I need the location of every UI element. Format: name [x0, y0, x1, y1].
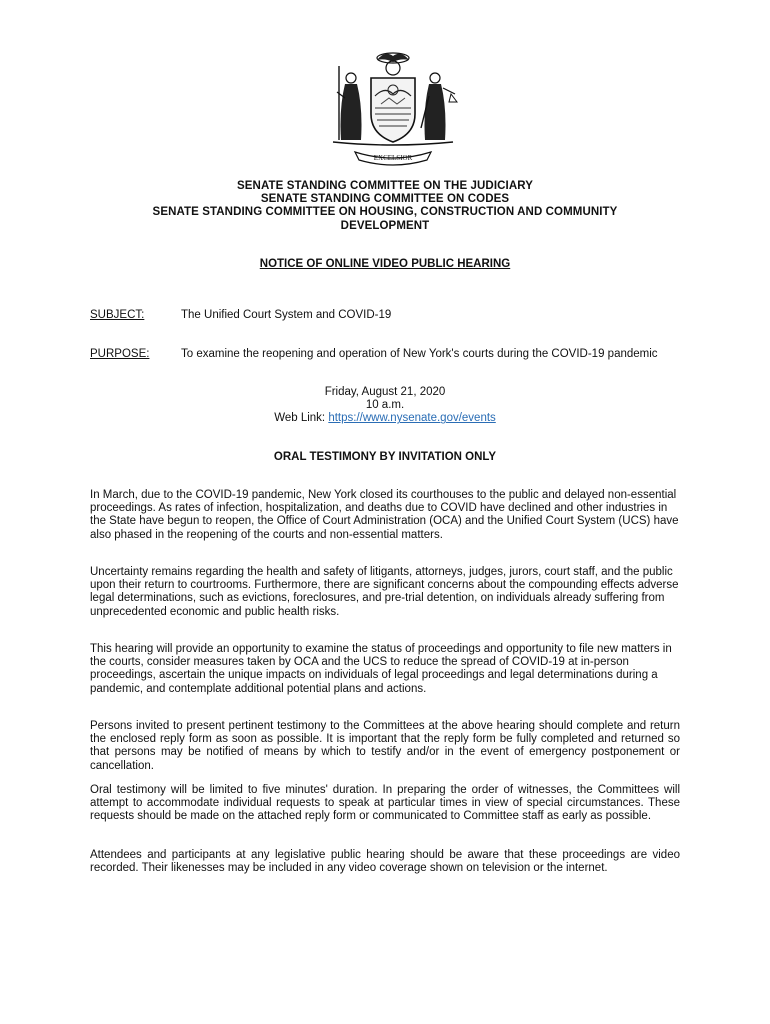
body-paragraph: Uncertainty remains regarding the health and safety of litigants, attorneys, judges, jurors, court staff, and the public upon their return to courtrooms. Furthermore, there are significant concerns about the compounding effects adverse legal determinations, such as evictions, foreclosures, and pre-trial detention, on individuals already suffering from unprecedented economic and public health risks.: [90, 566, 679, 618]
committee-line: SENATE STANDING COMMITTEE ON HOUSING, CONSTRUCTION AND COMMUNITY: [152, 206, 618, 219]
svg-text:EXCELSIOR: EXCELSIOR: [373, 154, 413, 162]
purpose-value: To examine the reopening and operation of New York's courts during the COVID-19 pandemic: [181, 348, 658, 360]
committee-line: SENATE STANDING COMMITTEE ON CODES: [260, 193, 510, 206]
hearing-details: [60, 386, 710, 426]
body-paragraph: Attendees and participants at any legislative public hearing should be aware that these proceedings are video recorded. Their likenesses may be included in any video coverage shown on television or the internet.: [90, 849, 680, 875]
subject-label: SUBJECT:: [90, 309, 145, 321]
web-link-row: [60, 412, 710, 425]
new-york-state-seal: [325, 48, 461, 166]
committee-heading: [60, 180, 710, 233]
purpose-label: PURPOSE:: [90, 348, 150, 360]
body-paragraph: Persons invited to present pertinent testimony to the Committees at the above hearing should complete and return the enclosed reply form as soon as possible. It is important that the reply form be fully completed and returned so that persons may be notified of means by which to testify and/or in the event of emergency postponement or cancellation.: [90, 720, 680, 772]
body-paragraph: This hearing will provide an opportunity to examine the status of proceedings and opportunity to file new matters in the courts, consider measures taken by OCA and the UCS to reduce the spread of COVID-19 at in-person proceedings, ascertain the unique impacts on individuals of legal proceedings and legal determinations during a pandemic, and contemplate additional potential plans and actions.: [90, 643, 672, 695]
committee-line: DEVELOPMENT: [340, 219, 430, 232]
oral-testimony-title: ORAL TESTIMONY BY INVITATION ONLY: [273, 451, 497, 463]
committee-line: SENATE STANDING COMMITTEE ON THE JUDICIARY: [237, 180, 533, 192]
hearing-date: Friday, August 21, 2020: [324, 386, 446, 398]
web-link[interactable]: https://www.nysenate.gov/events: [328, 412, 496, 425]
web-link-label: Web Link:: [274, 412, 329, 425]
hearing-time: 10 a.m.: [365, 399, 405, 412]
body-paragraph: Oral testimony will be limited to five minutes' duration. In preparing the order of witnesses, the Committees will attempt to accommodate individual requests to speak at particular times in view of special circumstances. These requests should be made on the attached reply form or communicated to Committee staff as early as possible.: [90, 784, 680, 823]
body-paragraph: In March, due to the COVID-19 pandemic, New York closed its courthouses to the public and delayed non-essential proceedings. As rates of infection, hospitalization, and deaths due to COVID have declined and other industries in the State have begun to reopen, the Office of Court Administration (OCA) and the Unified Court System (UCS) have also phased in the reopening of the courts and non-essential matters.: [90, 489, 679, 541]
notice-title: NOTICE OF ONLINE VIDEO PUBLIC HEARING: [259, 258, 511, 270]
subject-value: The Unified Court System and COVID-19: [181, 309, 392, 321]
